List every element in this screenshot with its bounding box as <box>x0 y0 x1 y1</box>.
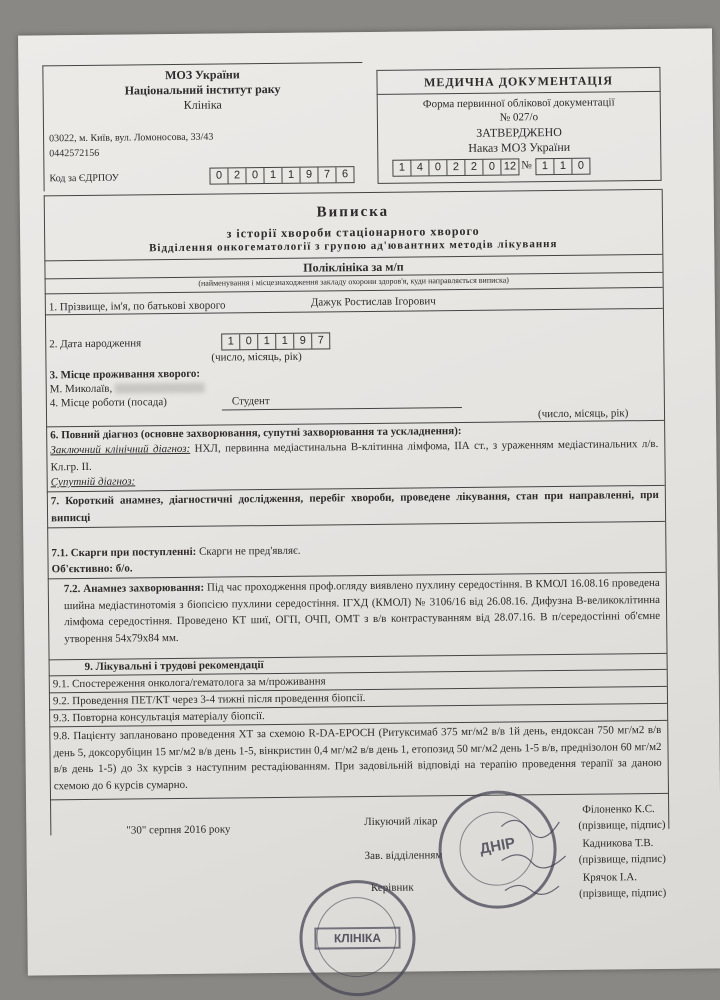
clinic-seal <box>299 880 416 997</box>
residence-label: 3. Місце проживання хворого: <box>49 367 201 382</box>
doctor-name: Філоненко К.С. <box>582 803 655 816</box>
name-value: Дажук Ростислав Ігорович <box>310 295 436 309</box>
diagnosis-label: 6. Повний діагноз (основне захворювання, супутні захворювання та ускладнення): <box>50 425 462 442</box>
dob-label: 2. Дата народження <box>49 337 142 351</box>
recommendation-1: 9.1. Спостереження онколога/гематолога за м/проживання <box>52 675 326 691</box>
section7-label: 7. Короткий анамнез, діагностичні дослідження, перебіг хвороби, проведене лікування, стан при направленні, при виписці <box>50 488 659 524</box>
document-subtitle: з історії хвороби стаціонарного хворого <box>226 223 480 241</box>
order-date: 1 4 0 2 2 0 12 <box>392 158 519 176</box>
clinic-phone: 0442572156 <box>49 147 100 160</box>
dob-value: 1 0 1 1 9 7 <box>221 332 330 350</box>
complaints: 7.1. Скарги при поступленні: Скарги не пред'являє. <box>51 544 301 560</box>
section9-label: 9. Лікувальні і трудові рекомендації <box>84 659 264 673</box>
recommendation-3: 9.3. Повторна консультація матеріалу біопсії. <box>53 710 265 725</box>
doctor-label: Лікуючий лікар <box>364 815 438 829</box>
destination-value: Поліклініка за м/п <box>303 259 404 275</box>
form-number: № 027/о <box>499 111 539 124</box>
institute-name: Національний інститут раку <box>124 81 281 98</box>
work-label: 4. Місце роботи (посада) <box>49 396 167 410</box>
destination-caption: (найменування і місцезнаходження закладу охорони здоров'я, куди направляється виписка) <box>198 275 509 288</box>
discharge-date: "30" серпня 2016 року <box>126 823 231 837</box>
edrpou-code: 0 2 0 1 1 9 7 6 <box>209 166 354 185</box>
order-label: Наказ МОЗ України <box>468 139 571 155</box>
ministry-name: МОЗ України <box>165 67 240 83</box>
clinic-name: Клініка <box>183 97 222 112</box>
document-title: Виписка <box>316 203 390 221</box>
objective-status: Об'єктивно: б/о. <box>51 562 133 576</box>
diagnosis-secondary-label: Супутній діагноз: <box>50 475 136 489</box>
form-line: Форма первинної облікової документації <box>422 96 615 111</box>
anamnesis: 7.2. Анамнез захворювання: Під час проходження проф.огляду виявлено пухлину середостіння. В КМОЛ 16.08.16 проведена шийна медіастинотомія з біопсією пухлини середостіння. ІГХД (КМОЛ) № 3106/16 від 26.08.16. Дифузна В-великоклітинна лімфома середостіння. Проведено КТ шиї, ОГП, ОЧП, ОМТ з в/в контрастуванням від 28.07.16. В п/середостінні об'ємне утворення 54х79х84 мм. <box>63 576 661 645</box>
round-stamp-text: ДНІР <box>478 834 517 858</box>
head-label: Зав. відділенням <box>364 849 443 863</box>
dob-caption: (число, місяць, рік) <box>211 350 302 364</box>
head-caption: (прізвище, підпис) <box>578 852 666 866</box>
redacted-address <box>115 383 205 394</box>
edrpou-label: Код за ЄДРПОУ <box>49 172 119 185</box>
diagnosis-main: Заключний клінічний діагноз: НХЛ, первинна медіастинальна В-клітинна лімфома, ІІА ст., з ураженням медіастинальних л/в. Кл.гр. ІІ. <box>50 437 659 473</box>
director-name: Крячок І.А. <box>582 871 638 884</box>
order-no-sign: № <box>521 159 532 172</box>
signature-scribbles <box>496 806 577 897</box>
recommendation-2: 9.2. Проведення ПЕТ/КТ через 3-4 тижні після проведення біопсії. <box>52 692 366 708</box>
approved-label: ЗАТВЕРДЖЕНО <box>476 124 562 140</box>
order-number: 1 1 0 <box>535 158 590 176</box>
name-label: 1. Прізвище, ім'я, по батькові хворого <box>48 299 226 314</box>
clinic-address: 03022, м. Київ, вул. Ломоносова, 33/43 <box>49 131 214 145</box>
head-name: Кадникова Т.В. <box>582 837 654 850</box>
clinic-seal-text: КЛІНІКА <box>314 927 400 950</box>
director-label: Керівник <box>370 881 414 894</box>
document-sheet <box>18 28 720 975</box>
residence-value: М. Миколаїв, <box>50 382 205 396</box>
date-caption: (число, місяць, рік) <box>537 407 629 421</box>
medical-documentation-title: МЕДИЧНА ДОКУМЕНТАЦІЯ <box>423 73 614 90</box>
work-value: Студент <box>231 395 270 408</box>
director-caption: (прізвище, підпис) <box>578 886 667 900</box>
recommendation-chemotherapy: 9.8. Пацієнту заплановано проведення ХТ за схемою R-DA-EPOCH (Ритуксимаб 375 мг/м2 в/в 1й день, ендоксан 750 мг/м2 в/в день 5, доксорубіцин 15 мг/м2 в/в день 1-5, вінкристин 0,4 мг/м2 в/в день 1, етопозид 50 мг/м2 день 1-5 в/в, преднізолон 60 мг/м2 в/в день 1-5) до 3х курсів з наступним рестадіюванням. При задовільній відповіді на терапію проведення терапії за даною схемою до 6 курсів сумарно. <box>53 723 662 792</box>
department-name: Відділення онкогематології з групою ад'ювантних методів лікування <box>148 237 558 255</box>
doctor-caption: (прізвище, підпис) <box>578 818 666 832</box>
